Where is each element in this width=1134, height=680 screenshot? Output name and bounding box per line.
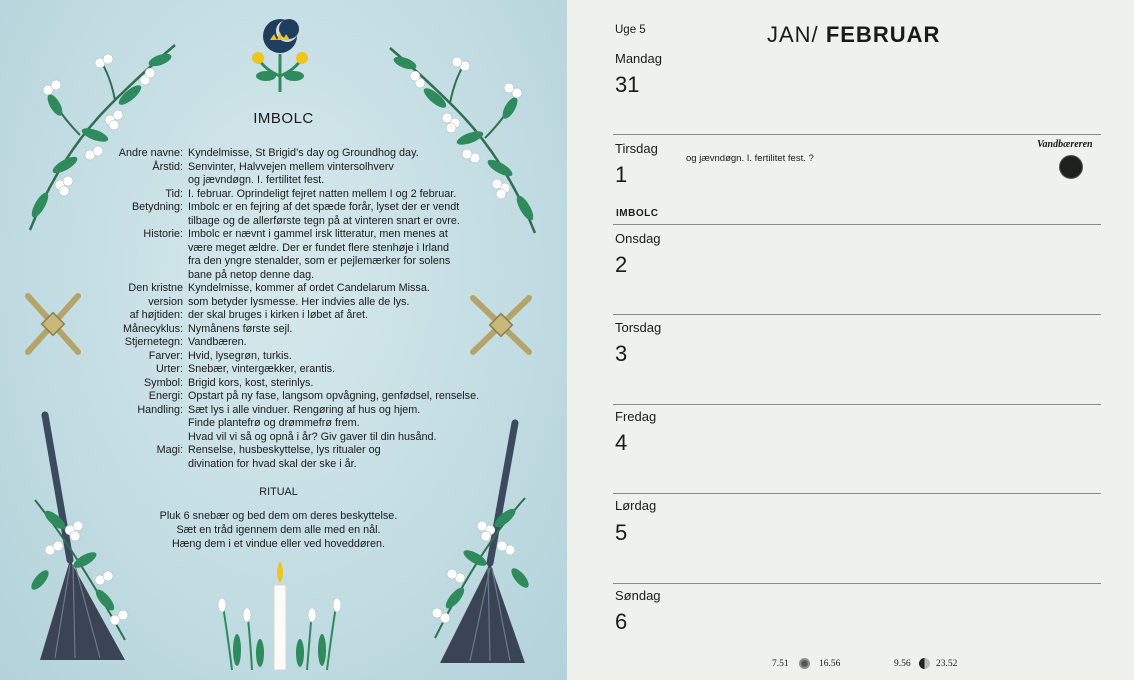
day-name-monday: Mandag xyxy=(615,51,662,66)
brigid-cross-left xyxy=(22,288,84,360)
info-label: af højtiden: xyxy=(129,309,183,321)
info-value: Snebær, vintergækker, erantis. xyxy=(188,363,336,375)
info-row xyxy=(98,269,518,283)
info-row xyxy=(98,188,518,202)
info-row xyxy=(98,431,518,445)
info-row xyxy=(98,309,518,323)
info-label xyxy=(98,417,188,431)
info-row xyxy=(98,282,518,296)
ritual-title: RITUAL xyxy=(259,486,298,498)
info-row xyxy=(98,228,518,242)
info-value: Vandbæren. xyxy=(188,336,247,348)
day-name-thursday: Torsdag xyxy=(615,320,662,335)
moonrise-time: 9.56 xyxy=(894,659,911,669)
week-number: Uge 5 xyxy=(615,24,646,36)
info-label xyxy=(98,458,188,472)
info-value: Renselse, husbeskyttelse, lys ritualer og xyxy=(188,444,381,456)
sunrise-time: 7.51 xyxy=(772,659,789,669)
info-label: version xyxy=(148,295,183,308)
info-value: som betyder lysmesse. Her indvies alle de lys. xyxy=(188,295,410,308)
info-label: Farver: xyxy=(148,349,183,362)
info-row xyxy=(98,323,518,337)
info-label: Betydning: xyxy=(131,201,183,213)
day-divider xyxy=(613,134,1101,135)
candle-snowdrops xyxy=(212,555,347,675)
info-label: Symbol: xyxy=(143,376,183,389)
info-label: Historie: xyxy=(143,228,183,240)
ritual-line: Hæng dem i et vindue eller ved hoveddøren. xyxy=(171,538,386,550)
day-number-tuesday: 1 xyxy=(615,162,628,187)
day-divider xyxy=(613,314,1101,315)
info-value: Hvid, lysegrøn, turkis. xyxy=(188,349,292,362)
day-divider xyxy=(613,493,1101,494)
day-number-monday: 31 xyxy=(615,72,640,97)
info-label: Andre navne: xyxy=(118,147,183,159)
info-value: Kyndelmisse, St Brigid’s day og Groundhog day. xyxy=(188,147,419,159)
day-name-wednesday: Onsdag xyxy=(615,231,661,246)
day-divider xyxy=(613,583,1101,584)
info-label xyxy=(98,174,188,188)
info-row xyxy=(98,458,518,472)
info-value: bane på netop denne dag. xyxy=(188,268,315,281)
right-page-week-planner xyxy=(567,0,1134,680)
day-number-wednesday: 2 xyxy=(615,252,628,277)
info-row xyxy=(98,417,518,431)
day-name-tuesday: Tirsdag xyxy=(615,141,658,156)
moonset-time: 23.52 xyxy=(936,659,958,669)
info-row xyxy=(98,161,518,175)
imbolc-title: IMBOLC xyxy=(253,110,314,127)
info-row xyxy=(98,174,518,188)
info-value: og jævndøgn. I. fertilitet fest. xyxy=(188,174,325,186)
info-row xyxy=(98,390,518,404)
info-row xyxy=(98,350,518,364)
info-value: Opstart på ny fase, langsom opvågning, genfødsel, renselse. xyxy=(188,390,480,402)
info-label: Månecyklus: xyxy=(122,322,183,335)
info-row xyxy=(98,336,518,350)
info-label: Urter: xyxy=(156,363,183,375)
tuesday-note: og jævndøgn. I. fertilitet fest. ? xyxy=(686,153,814,164)
info-label: Energi: xyxy=(148,390,183,402)
info-row xyxy=(98,363,518,377)
info-value: Kyndelmisse, kommer af ordet Candelarum Missa. xyxy=(188,282,430,294)
info-value: Nymånens første sejl. xyxy=(188,322,293,335)
info-label: Den kristne xyxy=(128,282,183,294)
imbolc-info-list xyxy=(98,147,518,471)
info-value: divination for hvad skal der ske i år. xyxy=(188,457,357,470)
info-value: Imbolc er nævnt i gammel irsk litteratur, men menes at xyxy=(188,228,448,240)
day-divider xyxy=(613,404,1101,405)
ritual-line: Pluk 6 snebær og bed dem om deres beskyttelse. xyxy=(159,510,398,522)
info-row xyxy=(98,215,518,229)
info-label xyxy=(98,269,188,283)
moon-flower-emblem xyxy=(240,14,320,96)
day-number-friday: 4 xyxy=(615,430,628,455)
info-value: fra den yngre stenalder, som er pejlemærker for solens xyxy=(188,255,451,267)
info-value: Sæt lys i alle vinduer. Rengøring af hus og hjem. xyxy=(188,403,421,416)
month-prefix: JAN/ xyxy=(767,22,819,47)
info-row xyxy=(98,242,518,256)
info-label: Tid: xyxy=(165,187,183,200)
zodiac-label: Vandbæreren xyxy=(1037,139,1093,150)
info-row xyxy=(98,201,518,215)
day-name-saturday: Lørdag xyxy=(615,498,657,513)
info-label: Årstid: xyxy=(152,160,183,173)
info-value: Finde plantefrø og drømmefrø frem. xyxy=(188,417,360,429)
day-name-sunday: Søndag xyxy=(615,588,661,603)
info-value: Brigid kors, kost, sterinlys. xyxy=(188,376,314,389)
day-number-saturday: 5 xyxy=(615,520,628,545)
day-number-thursday: 3 xyxy=(615,341,628,366)
info-label: Handling: xyxy=(137,403,183,416)
info-value: være meget ældre. Der er fundet flere stenhøje i Irland xyxy=(188,241,450,254)
ritual-line: Sæt en tråd igennem dem alle med en nål. xyxy=(176,524,381,536)
info-row xyxy=(98,147,518,161)
info-value: I. februar. Oprindeligt fejret natten mellem I og 2 februar. xyxy=(188,187,457,200)
moon-phase-icon xyxy=(919,658,930,669)
ritual-text xyxy=(0,509,557,551)
day-divider xyxy=(613,224,1101,225)
info-label: Stjernetegn: xyxy=(124,336,183,348)
info-row xyxy=(98,377,518,391)
info-row xyxy=(98,296,518,310)
info-row xyxy=(98,444,518,458)
month-main: FEBRUAR xyxy=(825,22,941,47)
info-row xyxy=(98,255,518,269)
info-row xyxy=(98,404,518,418)
info-value: tilbage og de allerførste tegn på at vinteren snart er ovre. xyxy=(188,214,460,227)
info-label xyxy=(98,431,188,445)
info-value: Senvinter, Halvvejen mellem vintersolhverv xyxy=(188,160,394,173)
info-label xyxy=(98,215,188,229)
info-label: Magi: xyxy=(156,444,183,456)
day-name-friday: Fredag xyxy=(615,409,657,424)
holiday-label: IMBOLC xyxy=(616,208,659,219)
month-title xyxy=(767,22,940,48)
info-value: Imbolc er en fejring af det spæde forår, lyset der er vendt xyxy=(188,201,460,213)
info-value: Hvad vil vi så og opnå i år? Giv gaver til din husånd. xyxy=(188,430,437,443)
info-value: der skal bruges i kirken i løbet af året. xyxy=(188,309,369,321)
sunset-time: 16.56 xyxy=(819,659,841,669)
info-label xyxy=(98,255,188,269)
day-number-sunday: 6 xyxy=(615,609,628,634)
new-moon-icon xyxy=(1059,155,1083,179)
sun-icon xyxy=(799,658,810,669)
info-label xyxy=(98,242,188,256)
